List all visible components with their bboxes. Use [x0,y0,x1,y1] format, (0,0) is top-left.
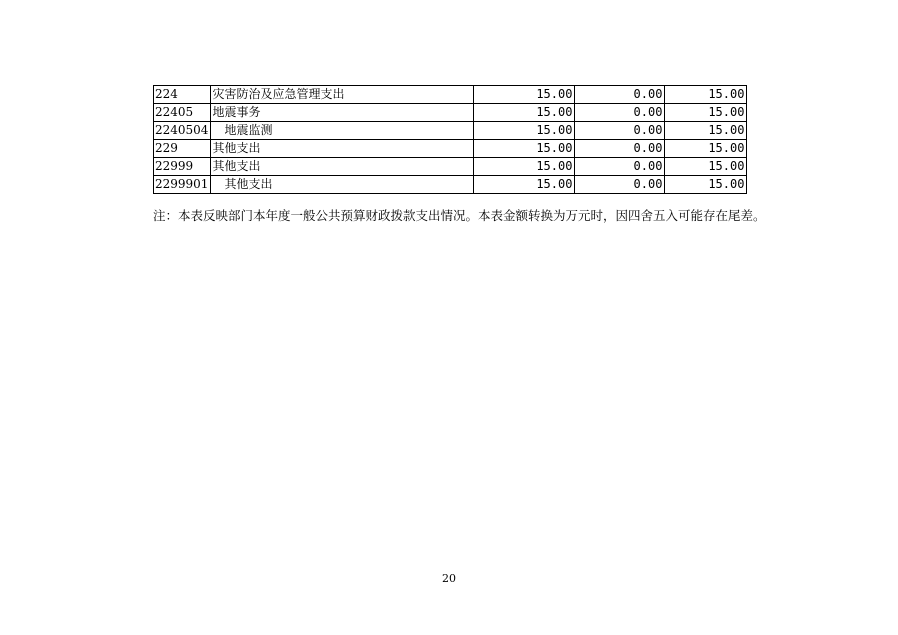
row-name: 地震事务 [211,104,474,122]
row-name: 其他支出 [211,158,474,176]
row-name: 其他支出 [211,176,474,194]
row-value-project: 15.00 [665,104,747,122]
table-row [154,176,747,194]
row-name: 其他支出 [211,140,474,158]
row-value-basic: 0.00 [575,86,665,104]
row-value-total: 15.00 [474,104,575,122]
table-row [154,158,747,176]
table-row [154,104,747,122]
table-row [154,140,747,158]
table-row [154,86,747,104]
row-value-project: 15.00 [665,140,747,158]
page-number: 20 [442,572,456,585]
row-name: 灾害防治及应急管理支出 [211,86,474,104]
row-value-total: 15.00 [474,140,575,158]
row-code: 2299901 [154,176,211,194]
row-value-basic: 0.00 [575,158,665,176]
row-code: 224 [154,86,211,104]
row-code: 229 [154,140,211,158]
table-note: 注：本表反映部门本年度一般公共预算财政拨款支出情况。本表金额转换为万元时，因四舍五入可能存在尾差。 [153,208,766,223]
row-value-basic: 0.00 [575,176,665,194]
row-name: 地震监测 [211,122,474,140]
row-value-basic: 0.00 [575,122,665,140]
row-code: 2240504 [154,122,211,140]
row-value-total: 15.00 [474,176,575,194]
row-value-total: 15.00 [474,86,575,104]
row-value-total: 15.00 [474,122,575,140]
row-value-project: 15.00 [665,176,747,194]
row-value-project: 15.00 [665,122,747,140]
budget-table [153,85,747,194]
row-code: 22999 [154,158,211,176]
row-value-total: 15.00 [474,158,575,176]
row-value-basic: 0.00 [575,104,665,122]
row-code: 22405 [154,104,211,122]
row-value-basic: 0.00 [575,140,665,158]
table-row [154,122,747,140]
row-value-project: 15.00 [665,86,747,104]
row-value-project: 15.00 [665,158,747,176]
